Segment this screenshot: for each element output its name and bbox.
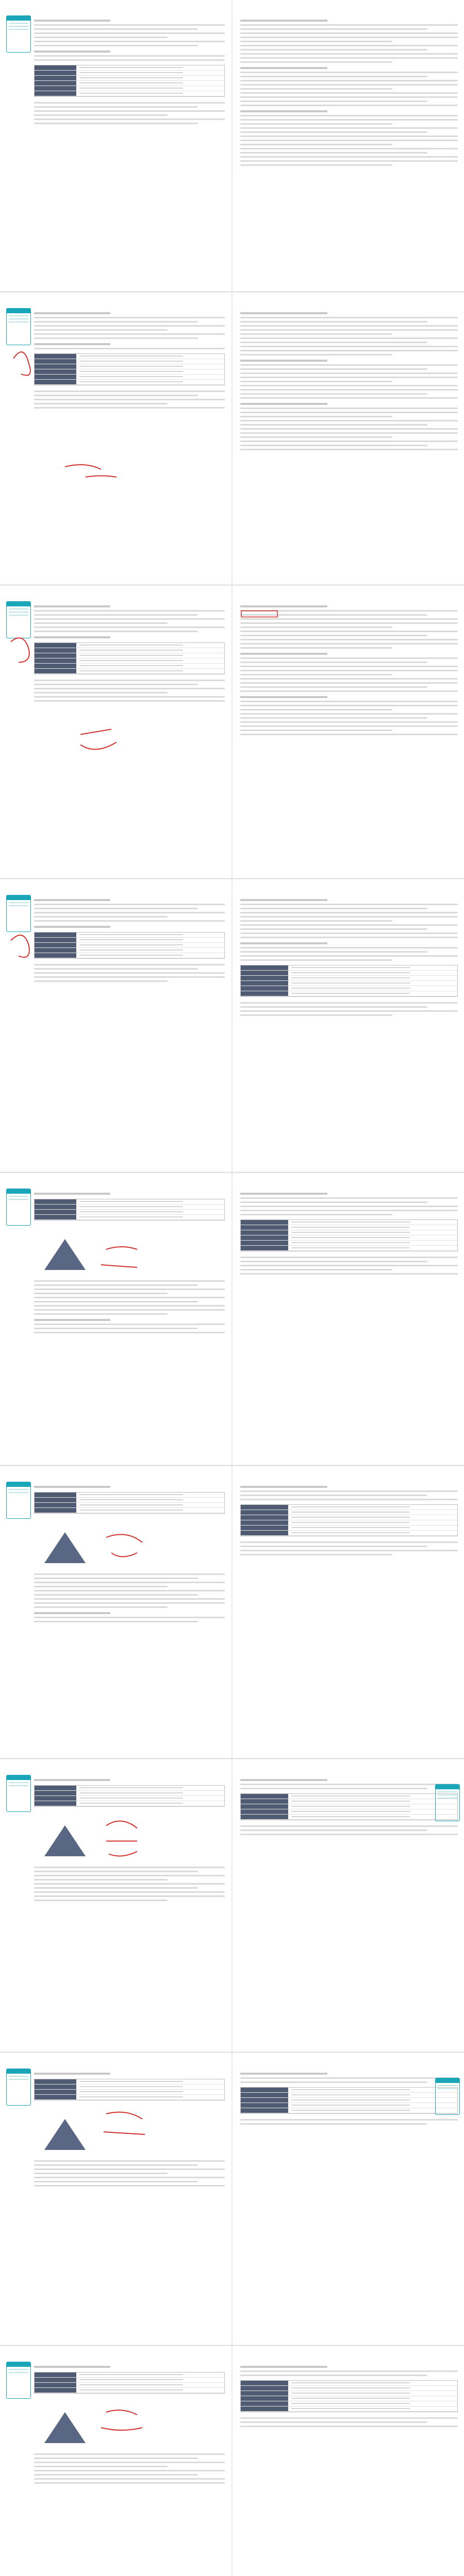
table — [34, 353, 225, 385]
spread-8 — [0, 2053, 464, 2345]
pyramid-diagram — [44, 2119, 86, 2150]
side-note-box — [6, 15, 31, 53]
spread-2 — [0, 293, 464, 584]
pyramid-diagram — [44, 1532, 86, 1563]
table — [34, 1199, 225, 1221]
spread-5 — [0, 1173, 464, 1465]
left-page — [3, 297, 228, 580]
right-page — [236, 1470, 461, 1754]
right-page — [236, 2350, 461, 2576]
right-page — [236, 297, 461, 580]
left-page — [3, 1470, 228, 1754]
side-note-box — [6, 601, 31, 638]
left-page — [3, 884, 228, 1167]
right-page — [236, 884, 461, 1167]
table — [34, 1785, 225, 1807]
table — [240, 1504, 458, 1536]
right-page — [236, 2057, 461, 2341]
right-page — [236, 590, 461, 874]
left-page — [3, 1764, 228, 2047]
right-page — [236, 1764, 461, 2047]
spread-3 — [0, 586, 464, 878]
table — [34, 1492, 225, 1514]
left-page — [3, 2350, 228, 2576]
left-page — [3, 2057, 228, 2341]
table — [240, 2087, 458, 2114]
side-note-box — [6, 308, 31, 345]
spread-6 — [0, 1466, 464, 1758]
side-note-box — [435, 2078, 460, 2115]
table — [240, 965, 458, 997]
table — [240, 2380, 458, 2412]
left-page — [3, 590, 228, 874]
side-note-box — [6, 1189, 31, 1226]
spread-9 — [0, 2346, 464, 2576]
table — [34, 2372, 225, 2394]
pyramid-diagram — [44, 2412, 86, 2443]
side-note-box — [435, 1784, 460, 1821]
left-page — [3, 4, 228, 287]
side-note-box — [6, 1775, 31, 1812]
left-page — [3, 1177, 228, 1461]
side-note-box — [6, 895, 31, 932]
spread-7 — [0, 1759, 464, 2052]
right-page — [236, 1177, 461, 1461]
side-note-box — [6, 1482, 31, 1519]
table — [34, 642, 225, 674]
pyramid-diagram — [44, 1239, 86, 1270]
side-note-box — [6, 2362, 31, 2399]
table — [240, 1793, 458, 1820]
table — [240, 1219, 458, 1251]
table — [34, 65, 225, 97]
table — [34, 2079, 225, 2100]
spread-4 — [0, 879, 464, 1172]
table — [34, 932, 225, 959]
spread-1 — [0, 0, 464, 291]
pyramid-diagram — [44, 1825, 86, 1856]
right-page — [236, 4, 461, 287]
side-note-box — [6, 2069, 31, 2106]
